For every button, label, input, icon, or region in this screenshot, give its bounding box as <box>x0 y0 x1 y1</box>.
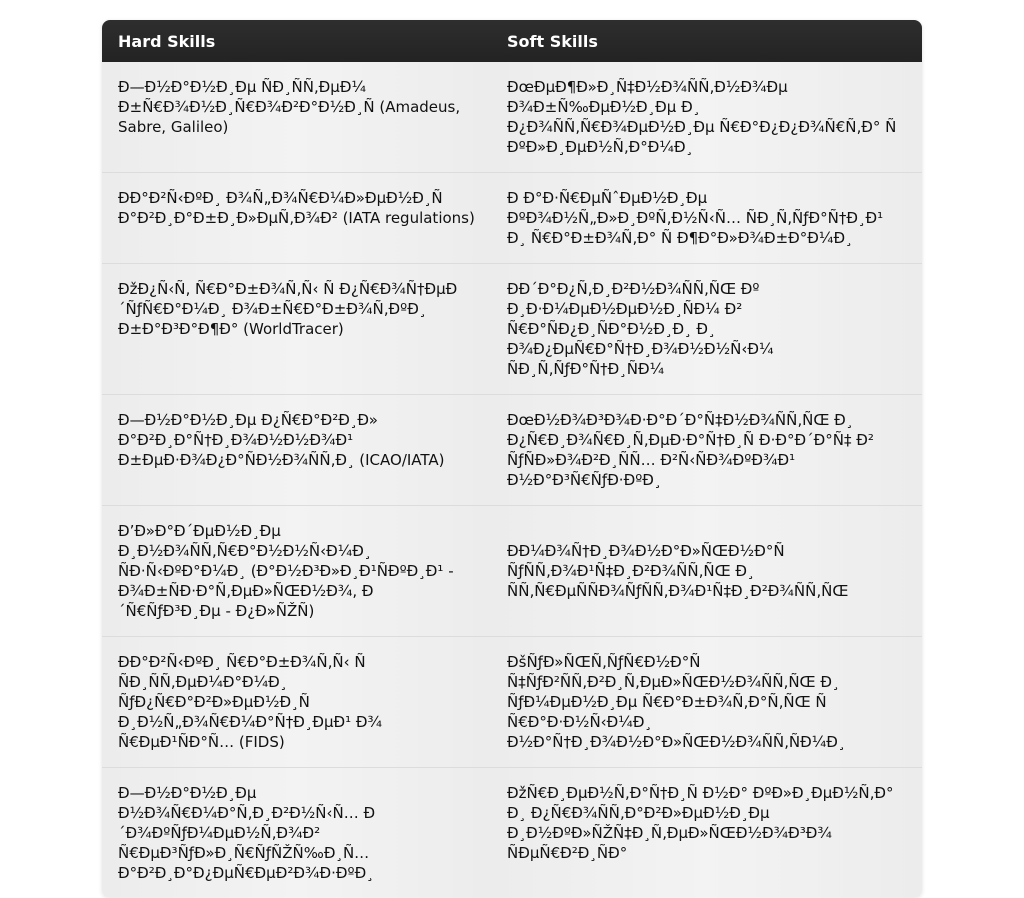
soft-skill-cell: Ð Ð°Ð·Ñ€ÐµÑˆÐµÐ½Ð¸Ðµ ÐºÐ¾Ð½Ñ„Ð»Ð¸ÐºÑ‚Ð½Ñ‹Ñ… ÑÐ¸Ñ‚ÑƒÐ°Ñ†Ð¸Ð¹ Ð¸ Ñ€Ð°Ð±Ð¾Ñ‚Ð° Ñ Ð¶Ð°Ð»Ð¾Ð±Ð°Ð¼Ð¸ <box>491 173 922 264</box>
skills-table <box>102 20 922 898</box>
hard-skill-cell: ÐžÐ¿Ñ‹Ñ‚ Ñ€Ð°Ð±Ð¾Ñ‚Ñ‹ Ñ Ð¿Ñ€Ð¾Ñ†ÐµÐ´ÑƒÑ€Ð°Ð¼Ð¸ Ð¾Ð±Ñ€Ð°Ð±Ð¾Ñ‚ÐºÐ¸ Ð±Ð°Ð³Ð°Ð¶Ð° (WorldTracer) <box>102 264 491 395</box>
soft-skill-cell: ÐÐ¼Ð¾Ñ†Ð¸Ð¾Ð½Ð°Ð»ÑŒÐ½Ð°Ñ ÑƒÑÑ‚Ð¾Ð¹Ñ‡Ð¸Ð²Ð¾ÑÑ‚ÑŒ Ð¸ ÑÑ‚Ñ€ÐµÑÑÐ¾ÑƒÑÑ‚Ð¾Ð¹Ñ‡Ð¸Ð²Ð¾ÑÑ‚ÑŒ <box>491 506 922 637</box>
header-hard-skills: Hard Skills <box>102 20 491 62</box>
skills-table-card <box>102 20 922 898</box>
hard-skill-cell: Ð—Ð½Ð°Ð½Ð¸Ðµ Ð½Ð¾Ñ€Ð¼Ð°Ñ‚Ð¸Ð²Ð½Ñ‹Ñ… Ð´Ð¾ÐºÑƒÐ¼ÐµÐ½Ñ‚Ð¾Ð² Ñ€ÐµÐ³ÑƒÐ»Ð¸Ñ€ÑƒÑŽÑ‰Ð¸Ñ… Ð°Ð²Ð¸Ð°Ð¿ÐµÑ€ÐµÐ²Ð¾Ð·ÐºÐ¸ <box>102 768 491 898</box>
soft-skill-cell: ÐšÑƒÐ»ÑŒÑ‚ÑƒÑ€Ð½Ð°Ñ Ñ‡ÑƒÐ²ÑÑ‚Ð²Ð¸Ñ‚ÐµÐ»ÑŒÐ½Ð¾ÑÑ‚ÑŒ Ð¸ ÑƒÐ¼ÐµÐ½Ð¸Ðµ Ñ€Ð°Ð±Ð¾Ñ‚Ð°Ñ‚ÑŒ Ñ Ñ€Ð°Ð·Ð½Ñ‹Ð¼Ð¸ Ð½Ð°Ñ†Ð¸Ð¾Ð½Ð°Ð»ÑŒÐ½Ð¾ÑÑ‚ÑÐ¼Ð¸ <box>491 637 922 768</box>
soft-skill-cell: ÐœÐµÐ¶Ð»Ð¸Ñ‡Ð½Ð¾ÑÑ‚Ð½Ð¾Ðµ Ð¾Ð±Ñ‰ÐµÐ½Ð¸Ðµ Ð¸ Ð¿Ð¾ÑÑ‚Ñ€Ð¾ÐµÐ½Ð¸Ðµ Ñ€Ð°Ð¿Ð¿Ð¾Ñ€Ñ‚Ð° Ñ ÐºÐ»Ð¸ÐµÐ½Ñ‚Ð°Ð¼Ð¸ <box>491 62 922 173</box>
table-header <box>102 20 922 62</box>
table-row <box>102 768 922 898</box>
header-soft-skills: Soft Skills <box>491 20 922 62</box>
soft-skill-cell: ÐÐ´Ð°Ð¿Ñ‚Ð¸Ð²Ð½Ð¾ÑÑ‚ÑŒ Ðº Ð¸Ð·Ð¼ÐµÐ½ÐµÐ½Ð¸ÑÐ¼ Ð² Ñ€Ð°ÑÐ¿Ð¸ÑÐ°Ð½Ð¸Ð¸ Ð¸ Ð¾Ð¿ÐµÑ€Ð°Ñ†Ð¸Ð¾Ð½Ð½Ñ‹Ð¼ ÑÐ¸Ñ‚ÑƒÐ°Ñ†Ð¸ÑÐ¼ <box>491 264 922 395</box>
table-row <box>102 506 922 637</box>
hard-skill-cell: Ð—Ð½Ð°Ð½Ð¸Ðµ ÑÐ¸ÑÑ‚ÐµÐ¼ Ð±Ñ€Ð¾Ð½Ð¸Ñ€Ð¾Ð²Ð°Ð½Ð¸Ñ (Amadeus, Sabre, Galileo) <box>102 62 491 173</box>
hard-skill-cell: Ð’Ð»Ð°Ð´ÐµÐ½Ð¸Ðµ Ð¸Ð½Ð¾ÑÑ‚Ñ€Ð°Ð½Ð½Ñ‹Ð¼Ð¸ ÑÐ·Ñ‹ÐºÐ°Ð¼Ð¸ (Ð°Ð½Ð³Ð»Ð¸Ð¹ÑÐºÐ¸Ð¹ - Ð¾Ð±ÑÐ·Ð°Ñ‚ÐµÐ»ÑŒÐ½Ð¾, Ð´Ñ€ÑƒÐ³Ð¸Ðµ - Ð¿Ð»ÑŽÑ) <box>102 506 491 637</box>
hard-skill-cell: ÐÐ°Ð²Ñ‹ÐºÐ¸ Ñ€Ð°Ð±Ð¾Ñ‚Ñ‹ Ñ ÑÐ¸ÑÑ‚ÐµÐ¼Ð°Ð¼Ð¸ ÑƒÐ¿Ñ€Ð°Ð²Ð»ÐµÐ½Ð¸Ñ Ð¸Ð½Ñ„Ð¾Ñ€Ð¼Ð°Ñ†Ð¸ÐµÐ¹ Ð¾ Ñ€ÐµÐ¹ÑÐ°Ñ… (FIDS) <box>102 637 491 768</box>
table-row <box>102 173 922 264</box>
hard-skill-cell: ÐÐ°Ð²Ñ‹ÐºÐ¸ Ð¾Ñ„Ð¾Ñ€Ð¼Ð»ÐµÐ½Ð¸Ñ Ð°Ð²Ð¸Ð°Ð±Ð¸Ð»ÐµÑ‚Ð¾Ð² (IATA regulations) <box>102 173 491 264</box>
header-row <box>102 20 922 62</box>
soft-skill-cell: ÐžÑ€Ð¸ÐµÐ½Ñ‚Ð°Ñ†Ð¸Ñ Ð½Ð° ÐºÐ»Ð¸ÐµÐ½Ñ‚Ð° Ð¸ Ð¿Ñ€Ð¾ÑÑ‚Ð°Ð²Ð»ÐµÐ½Ð¸Ðµ Ð¸Ð½ÐºÐ»ÑŽÑ‡Ð¸Ñ‚ÐµÐ»ÑŒÐ½Ð¾Ð³Ð¾ ÑÐµÑ€Ð²Ð¸ÑÐ° <box>491 768 922 898</box>
table-row <box>102 264 922 395</box>
table-row <box>102 62 922 173</box>
table-row <box>102 637 922 768</box>
soft-skill-cell: ÐœÐ½Ð¾Ð³Ð¾Ð·Ð°Ð´Ð°Ñ‡Ð½Ð¾ÑÑ‚ÑŒ Ð¸ Ð¿Ñ€Ð¸Ð¾Ñ€Ð¸Ñ‚ÐµÐ·Ð°Ñ†Ð¸Ñ Ð·Ð°Ð´Ð°Ñ‡ Ð² ÑƒÑÐ»Ð¾Ð²Ð¸ÑÑ… Ð²Ñ‹ÑÐ¾ÐºÐ¾Ð¹ Ð½Ð°Ð³Ñ€ÑƒÐ·ÐºÐ¸ <box>491 395 922 506</box>
table-body <box>102 62 922 898</box>
table-row <box>102 395 922 506</box>
hard-skill-cell: Ð—Ð½Ð°Ð½Ð¸Ðµ Ð¿Ñ€Ð°Ð²Ð¸Ð» Ð°Ð²Ð¸Ð°Ñ†Ð¸Ð¾Ð½Ð½Ð¾Ð¹ Ð±ÐµÐ·Ð¾Ð¿Ð°ÑÐ½Ð¾ÑÑ‚Ð¸ (ICAO/IATA) <box>102 395 491 506</box>
